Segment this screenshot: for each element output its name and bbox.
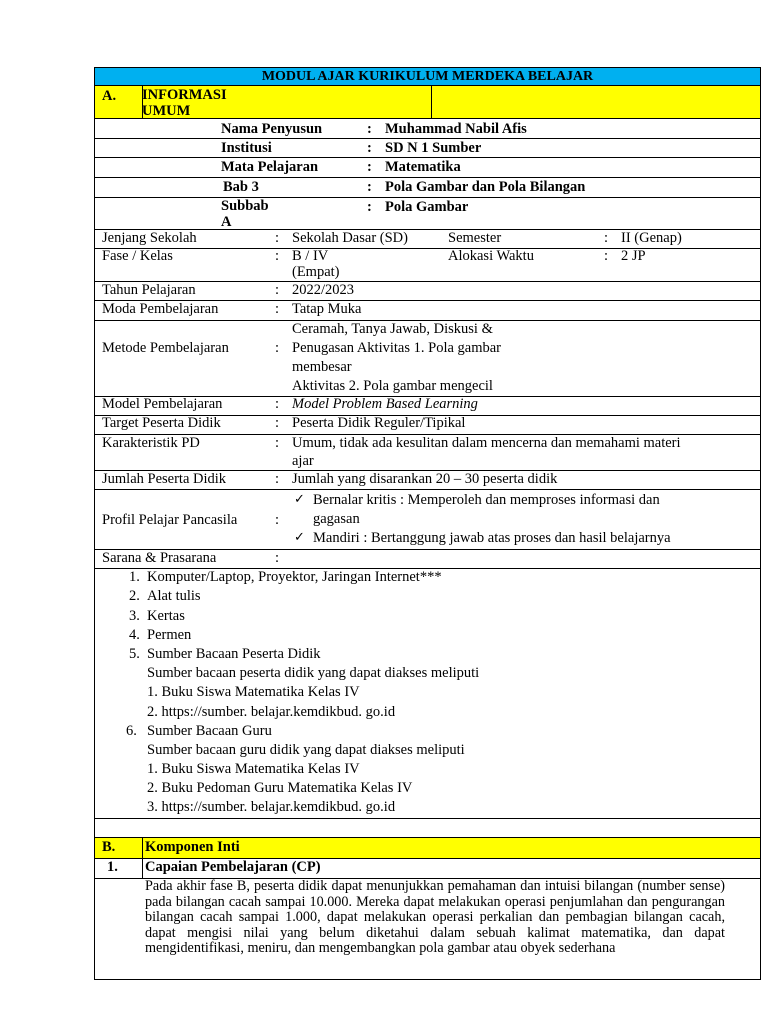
metode-label: Metode Pembelajaran <box>102 340 229 356</box>
identity-label: Bab 3 <box>223 179 259 195</box>
list-item: Sumber Bacaan Peserta Didik <box>147 646 321 662</box>
jenjang-label: Jenjang Sekolah <box>102 230 197 246</box>
list-item: 3. https://sumber. belajar.kemdikbud. go.id <box>147 799 396 815</box>
identity-value: Pola Gambar dan Pola Bilangan <box>385 179 586 195</box>
profil-item: gagasan <box>313 511 360 527</box>
list-item: 1. Buku Siswa Matematika Kelas IV <box>147 684 360 700</box>
identity-label: Institusi <box>221 140 272 156</box>
sarana-colon: : <box>275 550 280 566</box>
list-item-number: 2. <box>129 588 140 604</box>
list-item: Komputer/Laptop, Proyektor, Jaringan Internet*** <box>147 569 442 585</box>
metode-line: Penugasan Aktivitas 1. Pola gambar <box>292 340 502 356</box>
fase-value: (Empat) <box>292 264 340 280</box>
section-a-label-line1: INFORMASI <box>142 87 227 103</box>
identity-colon: : <box>367 159 372 175</box>
lesson-module-document <box>94 67 761 980</box>
semester-label: Semester <box>448 230 502 246</box>
section-b-number: B. <box>102 839 116 855</box>
model-colon: : <box>275 396 280 412</box>
model-label: Model Pembelajaran <box>102 396 223 412</box>
document-title: MODUL AJAR KURIKULUM MERDEKA BELAJAR <box>261 69 594 84</box>
jenjang-colon: : <box>275 230 280 246</box>
alokasi-label: Alokasi Waktu <box>448 248 534 264</box>
moda-value: Tatap Muka <box>292 301 362 317</box>
alokasi-value: 2 JP <box>621 248 646 264</box>
karakteristik-label: Karakteristik PD <box>102 435 200 451</box>
list-item-number: 5. <box>129 646 140 662</box>
check-icon: ✓ <box>294 492 305 507</box>
list-item-number: 4. <box>129 627 140 643</box>
target-value: Peserta Didik Reguler/Tipikal <box>292 415 466 431</box>
jumlah-label: Jumlah Peserta Didik <box>102 471 227 487</box>
identity-value: Pola Gambar <box>385 199 469 215</box>
profil-item: Mandiri : Bertanggung jawab atas proses dan hasil belajarnya <box>313 530 671 546</box>
tahun-colon: : <box>275 282 280 298</box>
target-colon: : <box>275 415 280 431</box>
target-label: Target Peserta Didik <box>102 415 221 431</box>
identity-colon: : <box>367 140 372 156</box>
karakteristik-value: Umum, tidak ada kesulitan dalam mencerna dan memahami materi <box>292 435 681 451</box>
identity-colon: : <box>367 179 372 195</box>
list-item-number: 1. <box>129 569 140 585</box>
identity-label: Mata Pelajaran <box>221 159 319 175</box>
identity-value: Muhammad Nabil Afis <box>385 121 527 137</box>
fase-colon: : <box>275 248 280 264</box>
alokasi-colon: : <box>604 248 609 264</box>
metode-line: Ceramah, Tanya Jawab, Diskusi & <box>292 321 493 337</box>
karakteristik-value: ajar <box>292 453 314 469</box>
list-item: 2. Buku Pedoman Guru Matematika Kelas IV <box>147 780 413 796</box>
identity-colon: : <box>367 199 372 215</box>
list-item: Sumber bacaan guru didik yang dapat diakses meliputi <box>147 742 465 758</box>
metode-line: Aktivitas 2. Pola gambar mengecil <box>292 378 493 394</box>
fase-label: Fase / Kelas <box>102 248 173 264</box>
identity-label: A <box>221 214 232 230</box>
moda-colon: : <box>275 301 280 317</box>
identity-colon: : <box>367 121 372 137</box>
semester-value: II (Genap) <box>621 230 682 246</box>
list-item: 1. Buku Siswa Matematika Kelas IV <box>147 761 360 777</box>
identity-value: SD N 1 Sumber <box>385 140 482 156</box>
sarana-label: Sarana & Prasarana <box>102 550 217 566</box>
list-item: Permen <box>147 627 192 643</box>
section-a-number: A. <box>102 88 117 104</box>
list-item: Sumber Bacaan Guru <box>147 723 272 739</box>
section-b-label: Komponen Inti <box>145 839 240 855</box>
jumlah-value: Jumlah yang disarankan 20 – 30 peserta didik <box>292 471 558 487</box>
check-icon: ✓ <box>294 530 305 545</box>
cp-label: Capaian Pembelajaran (CP) <box>145 859 321 875</box>
list-item-number: 3. <box>129 608 140 624</box>
jenjang-value: Sekolah Dasar (SD) <box>292 230 408 246</box>
identity-label: Nama Penyusun <box>221 121 323 137</box>
identity-value: Matematika <box>385 159 461 175</box>
fase-value: B / IV <box>292 248 329 264</box>
list-item: 2. https://sumber. belajar.kemdikbud. go.id <box>147 704 396 720</box>
jumlah-colon: : <box>275 471 280 487</box>
moda-label: Moda Pembelajaran <box>102 301 219 317</box>
profil-label: Profil Pelajar Pancasila <box>102 512 238 528</box>
profil-item: Bernalar kritis : Memperoleh dan memproses informasi dan <box>313 492 660 508</box>
metode-colon: : <box>275 340 280 356</box>
tahun-value: 2022/2023 <box>292 282 355 298</box>
list-item-number: 6. <box>126 723 137 739</box>
list-item: Alat tulis <box>147 588 201 604</box>
identity-label: Subbab <box>221 198 269 214</box>
metode-line: membesar <box>292 359 352 375</box>
tahun-label: Tahun Pelajaran <box>102 282 196 298</box>
model-value: Model Problem Based Learning <box>292 396 478 412</box>
profil-colon: : <box>275 512 280 528</box>
karakteristik-colon: : <box>275 435 280 451</box>
cp-number: 1. <box>107 859 118 875</box>
cp-paragraph: Pada akhir fase B, peserta didik dapat menunjukkan pemahaman dan intuisi bilangan (number sense) pada bilangan cacah sampai 10.000. Mereka dapat melakukan operasi penjumlahan dan pengurangan bilangan cacah sampai 1.000, dapat melakukan operasi perkalian dan pembagian bilangan cacah, dapat mengisi nilai yang belum diketahui dalam sebuah kalimat matematika, dan dapat mengidentifikasi, meniru, dan mengembangkan pola gambar atau obyek sederhana <box>145 878 725 957</box>
list-item: Sumber bacaan peserta didik yang dapat diakses meliputi <box>147 665 480 681</box>
semester-colon: : <box>604 230 609 246</box>
section-a-label-line2: UMUM <box>142 103 191 119</box>
list-item: Kertas <box>147 608 185 624</box>
